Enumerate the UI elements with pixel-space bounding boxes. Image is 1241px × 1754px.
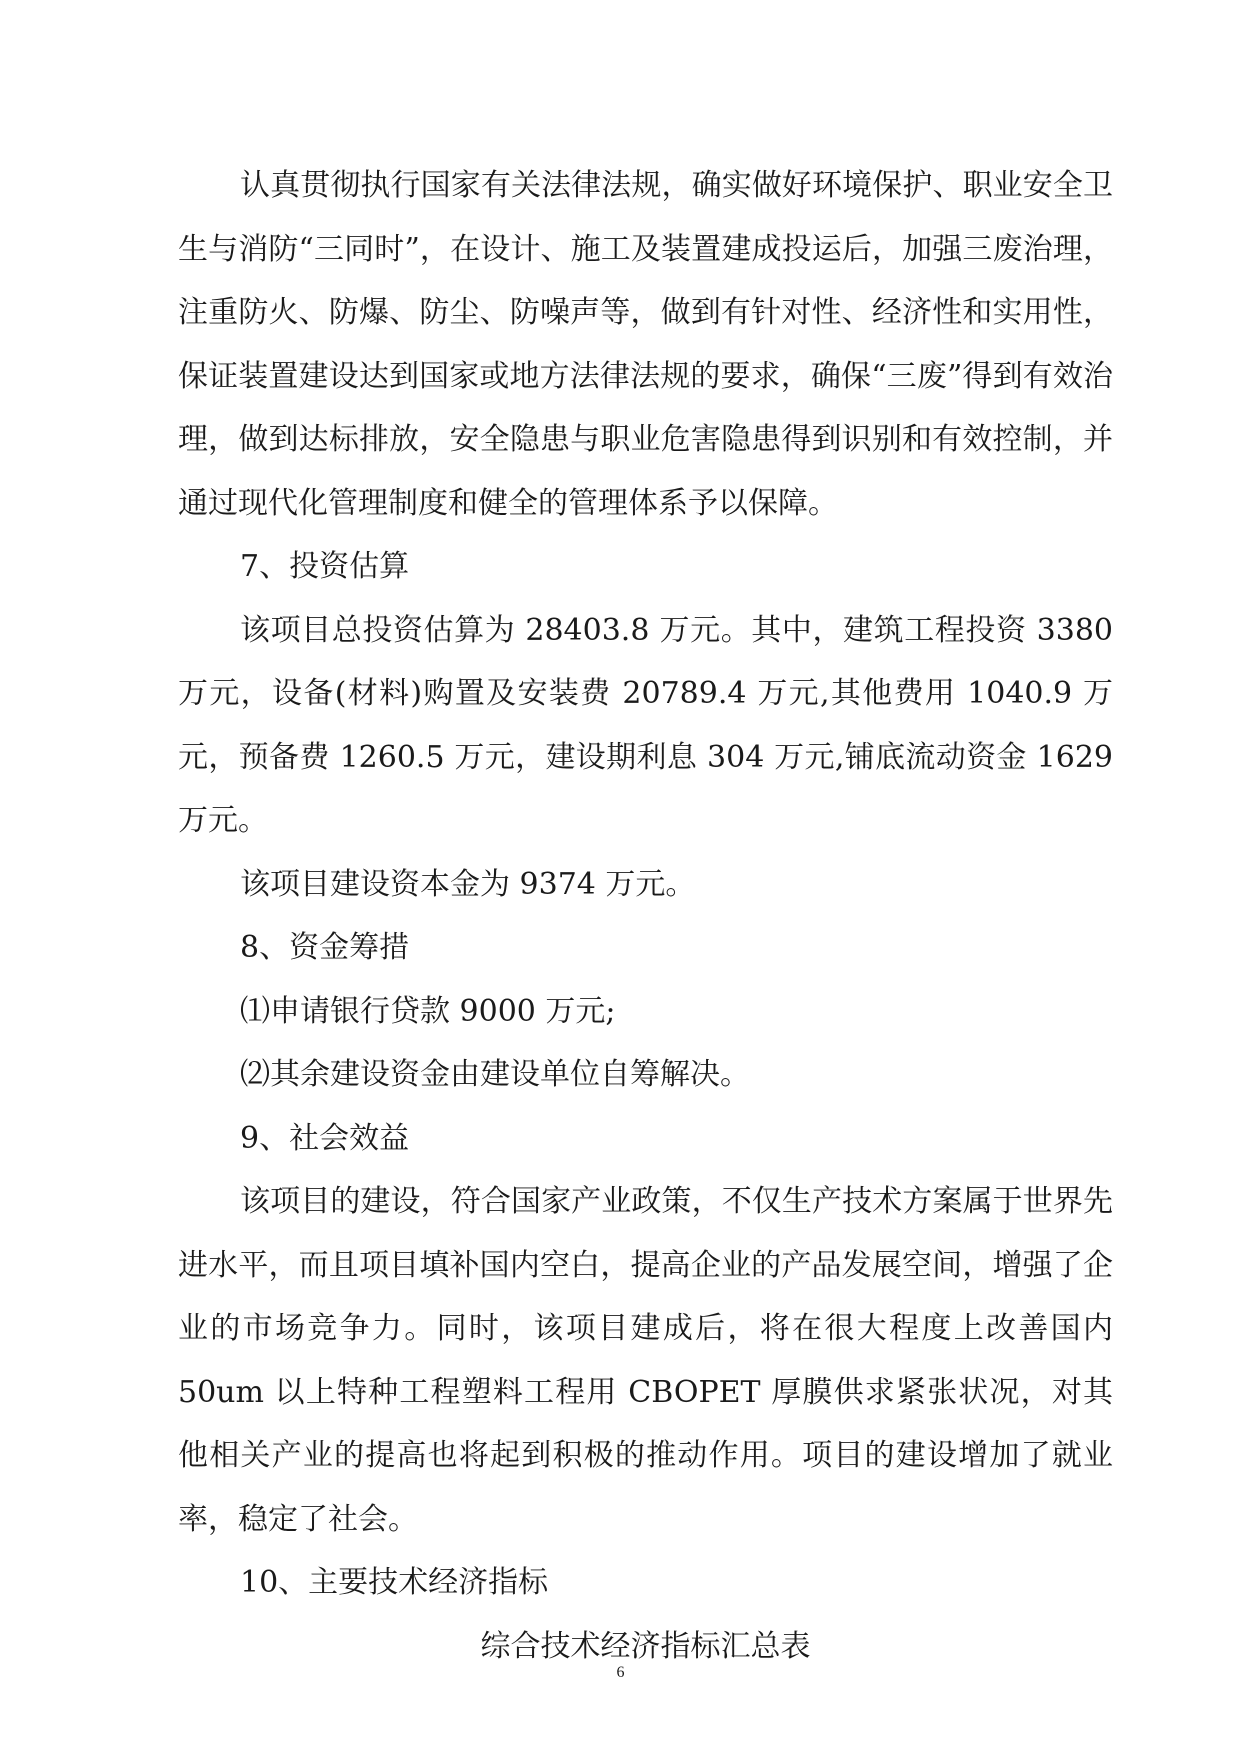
table-title: 综合技术经济指标汇总表 [480, 1628, 811, 1664]
document-body [178, 154, 1113, 1678]
page-number: 6 [616, 1664, 625, 1681]
paragraph-compliance: 认真贯彻执行国家有关法律法规，确实做好环境保护、职业安全卫生与消防“三同时”，在设计、施工及装置建成投运后，加强三废治理，注重防火、防爆、防尘、防噪声等，做到有针对性、经济性和实用性，保证装置建设达到国家或地方法律法规的要求，确保“三废”得到有效治理，做到达标排放，安全隐患与职业危害隐患得到识别和有效控制，并通过现代化管理制度和健全的管理体系予以保障。 [178, 168, 1113, 521]
heading-fund-raising: 8、资金筹措 [240, 930, 410, 965]
heading-social-benefits: 9、社会效益 [240, 1120, 410, 1156]
paragraph-capital: 该项目建设资本金为 9374 万元。 [240, 866, 696, 902]
paragraph-social-benefits: 该项目的建设，符合国家产业政策，不仅生产技术方案属于世界先进水平，而且项目填补国内空白，提高企业的产品发展空间，增强了企业的市场竞争力。同时，该项目建成后，将在很大程度上改善国内 50um 以上特种工程塑料工程用 CBOPET 厚膜供求紧张状况，对其他相关产业的提高也将起到积极的推动作用。项目的建设增加了就业率，稳定了社会。 [178, 1184, 1113, 1537]
list-item-self-funding: ⑵其余建设资金由建设单位自筹解决。 [240, 1057, 750, 1092]
list-item-bank-loan: ⑴申请银行贷款 9000 万元; [240, 993, 616, 1029]
paragraph-total-investment: 该项目总投资估算为 28403.8 万元。其中，建筑工程投资 3380 万元，设备(材料)购置及安装费 20789.4 万元,其他费用 1040.9 万元，预备费 1260.5 万元，建设期利息 304 万元,铺底流动资金 1629 万元。 [178, 612, 1113, 838]
heading-investment-estimate: 7、投资估算 [240, 549, 410, 584]
heading-main-indicators: 10、主要技术经济指标 [240, 1565, 549, 1600]
